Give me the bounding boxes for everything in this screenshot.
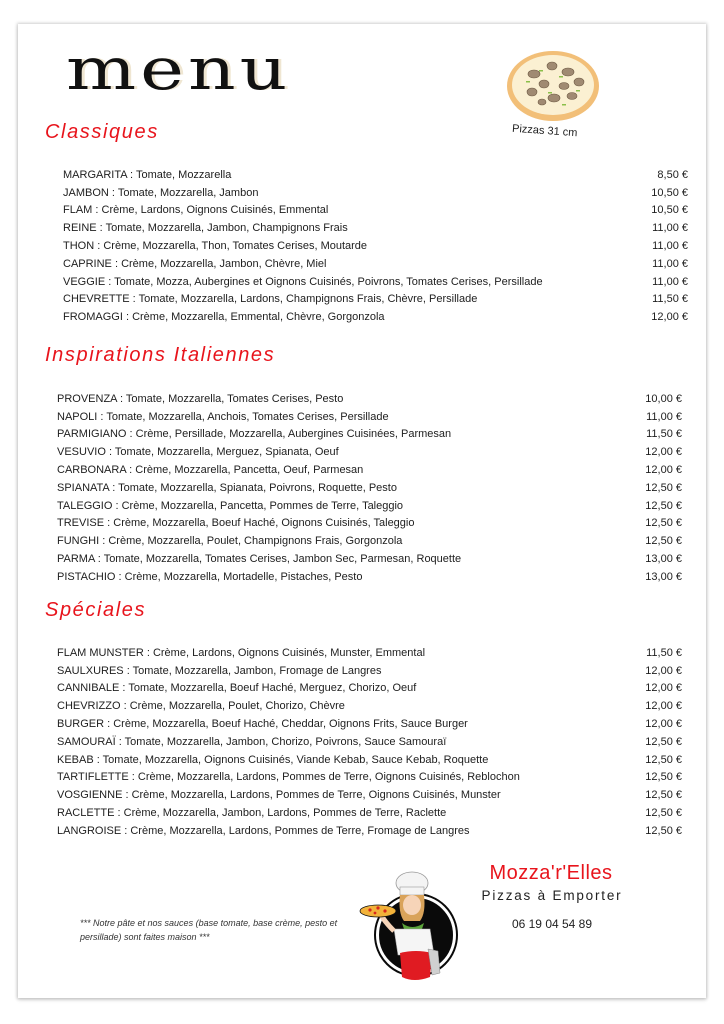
menu-item-price: 12,50 € [645,535,682,548]
menu-item-description [57,718,468,730]
menu-item-description [63,240,367,252]
menu-item-price: 12,00 € [645,664,682,677]
menu-item-ingredients: Tomate, Mozzarella, Anchois, Tomates Cerises, Persillade [106,410,389,423]
menu-item-name: CHEVRETTE [63,293,130,306]
menu-item-ingredients: Tomate, Mozza, Aubergines et Oignons Cuisinés, Poivrons, Tomates Cerises, Persillade [114,275,543,288]
menu-item-name: PARMA [57,553,95,566]
menu-item-separator: : [122,789,132,802]
menu-item-description [57,789,501,801]
menu-item [63,291,688,309]
menu-item-separator: : [123,664,133,677]
menu-item [57,786,682,804]
menu-item [63,166,688,184]
menu-item-name: BURGER [57,718,105,731]
menu-item [63,255,688,273]
menu-item-ingredients: Crème, Mozzarella, Pancetta, Oeuf, Parmesan [135,464,364,477]
menu-item-ingredients: Crème, Mozzarella, Pancetta, Pommes de Terre, Taleggio [121,499,404,512]
menu-item-description [63,293,477,305]
menu-item-name: VOSGIENNE [57,789,123,802]
menu-item-price: 11,50 € [646,428,682,441]
menu-item-separator: : [128,771,138,784]
menu-item-name: NAPOLI [57,410,98,423]
menu-item-name: KEBAB [57,753,94,766]
menu-item-ingredients: Tomate, Mozzarella, Tomates Cerises, Jambon Sec, Parmesan, Roquette [103,553,462,566]
menu-item-separator: : [92,204,102,217]
menu-item-name: REINE [63,222,97,235]
menu-item-description [63,311,385,323]
menu-item-separator: : [111,257,122,270]
menu-item-name: TARTIFLETTE [57,771,129,784]
menu-item-separator: : [99,535,109,548]
menu-item-name: SAMOURAÏ [57,735,116,748]
menu-item-description [57,482,397,494]
menu-item-price: 12,50 € [645,789,682,802]
menu-item-description [63,276,543,288]
menu-item-ingredients: Tomate, Mozzarella, Merguez, Spianata, Oeuf [114,446,339,459]
menu-item-name: CANNIBALE [57,682,120,695]
menu-item-description [63,222,348,234]
menu-item [57,461,682,479]
section-inspirations-italiennes-list [57,390,682,586]
menu-item-description [63,169,231,181]
menu-item [57,532,682,550]
menu-item-name: VEGGIE [63,275,106,288]
pizza-icon [504,46,602,124]
menu-item-price: 11,00 € [652,257,688,270]
menu-item-price: 12,00 € [645,464,682,477]
menu-item-separator: : [97,410,107,423]
section-classiques-list [63,166,688,326]
menu-item [63,308,688,326]
menu-item [57,390,682,408]
menu-item-separator: : [104,718,114,731]
menu-item [63,219,688,237]
menu-item-separator: : [116,392,126,405]
menu-item-ingredients: Crème, Mozzarella, Lardons, Pommes de Terre, Oignons Cuisinés, Reblochon [137,771,520,784]
menu-item-ingredients: Tomate, Mozzarella [135,168,232,181]
menu-item [57,550,682,568]
menu-item-name: CAPRINE [63,257,112,270]
menu-item-separator: : [126,428,136,441]
menu-item-price: 10,00 € [645,392,682,405]
menu-item-description [57,428,451,440]
menu-item-name: RACLETTE [57,807,115,820]
menu-item-separator: : [112,499,122,512]
menu-item-price: 11,00 € [652,275,688,288]
menu-item-ingredients: Tomate, Mozzarella, Jambon, Champignons Frais [105,222,348,235]
menu-item-separator: : [94,240,104,253]
menu-item-ingredients: Crème, Mozzarella, Mortadelle, Pistaches, Pesto [124,570,363,583]
menu-item-separator: : [96,222,106,235]
section-title-classiques: Classiques [45,121,159,143]
menu-item-separator: : [119,682,129,695]
menu-item-ingredients: Tomate, Mozzarella, Spianata, Poivrons, Roquette, Pesto [118,481,397,494]
menu-item-ingredients: Crème, Mozzarella, Lardons, Pommes de Terre, Fromage de Langres [130,824,470,837]
menu-item-price: 12,50 € [645,753,682,766]
menu-item-price: 12,50 € [645,481,682,494]
menu-item-separator: : [93,753,103,766]
menu-item-ingredients: Crème, Persillade, Mozzarella, Aubergines Cuisinées, Parmesan [135,428,452,441]
menu-item-description [57,411,389,423]
menu-item-description [57,825,469,837]
menu-item-separator: : [105,275,115,288]
menu-item-ingredients: Tomate, Mozzarella, Boeuf Haché, Merguez, Chorizo, Oeuf [128,682,417,695]
menu-item [57,662,682,680]
menu-item-separator: : [104,517,114,530]
menu-item [57,497,682,515]
section-speciales-list [57,644,682,840]
menu-item [57,804,682,822]
menu-item-description [57,571,362,583]
menu-item-description [63,258,326,270]
menu-item-description [57,500,403,512]
menu-item-separator: : [115,735,125,748]
menu-item-description [57,700,345,712]
menu-item-name: SPIANATA [57,481,110,494]
menu-item-name: SAULXURES [57,664,124,677]
menu-item-price: 8,50 € [657,168,688,181]
menu-item [57,426,682,444]
menu-item-ingredients: Tomate, Mozzarella, Jambon, Chorizo, Poivrons, Sauce Samouraï [124,735,447,748]
menu-item-separator: : [115,570,125,583]
phone-number: 06 19 04 54 89 [511,917,593,931]
menu-item [57,408,682,426]
menu-item [57,479,682,497]
menu-item-name: PISTACHIO [57,570,116,583]
menu-item-price: 12,50 € [645,807,682,820]
menu-item-name: MARGARITA [63,168,127,181]
menu-item-separator: : [143,646,153,659]
menu-item-ingredients: Crème, Lardons, Oignons Cuisinés, Munster, Emmental [152,646,426,659]
menu-title: menu [66,35,292,103]
menu-item-separator: : [108,186,118,199]
menu-item [57,697,682,715]
menu-item-name: FLAM MUNSTER [57,646,144,659]
menu-item-price: 12,50 € [645,771,682,784]
menu-item-separator: : [122,311,133,324]
menu-item-ingredients: Crème, Mozzarella, Poulet, Champignons Frais, Gorgonzola [108,535,403,548]
menu-item-ingredients: Crème, Mozzarella, Jambon, Lardons, Pommes de Terre, Raclette [123,807,447,820]
menu-item-name: TREVISE [57,517,105,530]
menu-item-price: 12,50 € [645,824,682,837]
menu-item [57,515,682,533]
menu-item [57,822,682,840]
menu-item [57,443,682,461]
menu-item-price: 12,00 € [645,718,682,731]
menu-item-name: PROVENZA [57,392,117,405]
menu-item-description [57,464,363,476]
menu-item-name: CARBONARA [57,464,127,477]
menu-item-price: 13,00 € [645,570,682,583]
menu-item-price: 11,00 € [646,410,682,423]
menu-item-separator: : [114,807,124,820]
menu-item-description [57,754,488,766]
brand-name: Mozza'r'Elles [489,862,613,884]
menu-item-description [57,517,414,529]
menu-item [63,184,688,202]
menu-item [57,715,682,733]
menu-item-price: 10,50 € [651,186,688,199]
menu-item-name: VESUVIO [57,446,106,459]
menu-item-description [57,647,425,659]
menu-item-description [57,682,416,694]
menu-item-separator: : [126,464,136,477]
menu-page [18,24,706,998]
menu-item-description [63,187,258,199]
menu-item-separator: : [120,700,130,713]
menu-item-description [57,807,446,819]
menu-item-name: PARMIGIANO [57,428,127,441]
menu-item-name: JAMBON [63,186,109,199]
menu-item-description [57,665,381,677]
menu-item-price: 11,00 € [652,240,688,253]
menu-item-ingredients: Tomate, Mozzarella, Jambon, Fromage de Langres [132,664,382,677]
menu-item [63,237,688,255]
menu-item-ingredients: Crème, Mozzarella, Poulet, Chorizo, Chèvre [129,700,345,713]
chef-logo-icon [358,869,458,989]
menu-item-ingredients: Crème, Mozzarella, Emmental, Chèvre, Gorgonzola [132,311,385,324]
menu-item [63,202,688,220]
menu-item-ingredients: Tomate, Mozzarella, Jambon [117,186,259,199]
menu-item [63,273,688,291]
menu-item-name: FROMAGGI [63,311,123,324]
menu-item-ingredients: Crème, Mozzarella, Boeuf Haché, Oignons Cuisinés, Taleggio [113,517,415,530]
menu-item-ingredients: Tomate, Mozzarella, Lardons, Champignons Frais, Chèvre, Persillade [138,293,478,306]
menu-item-name: FUNGHI [57,535,100,548]
menu-item [57,769,682,787]
menu-item-price: 12,00 € [645,682,682,695]
pizza-size-caption: Pizzas 31 cm [511,122,578,140]
menu-item-price: 12,50 € [645,517,682,530]
menu-item [57,644,682,662]
menu-item-name: TALEGGIO [57,499,113,512]
section-title-inspirations-italiennes: Inspirations Italiennes [45,344,276,366]
brand-tagline: Pizzas à Emporter [481,888,623,903]
menu-item-price: 12,50 € [645,735,682,748]
menu-item-description [63,204,328,216]
menu-item-name: FLAM [63,204,93,217]
menu-item-price: 12,50 € [645,499,682,512]
section-title-speciales: Spéciales [45,599,147,621]
menu-item-price: 12,00 € [651,311,688,324]
menu-item-separator: : [105,446,115,459]
menu-item-ingredients: Tomate, Mozzarella, Tomates Cerises, Pesto [125,392,344,405]
menu-item-price: 11,00 € [652,222,688,235]
menu-item-price: 12,00 € [645,700,682,713]
menu-item-separator: : [94,553,104,566]
menu-item-name: LANGROISE [57,824,122,837]
menu-item-description [57,393,343,405]
menu-item-separator: : [129,293,139,306]
menu-item [57,733,682,751]
menu-item-separator: : [109,481,119,494]
menu-item-description [57,553,461,565]
menu-item-ingredients: Crème, Lardons, Oignons Cuisinés, Emmental [101,204,329,217]
menu-item-description [57,446,339,458]
menu-item-separator: : [126,168,136,181]
menu-item-ingredients: Crème, Mozzarella, Lardons, Pommes de Terre, Oignons Cuisinés, Munster [131,789,501,802]
homemade-note: *** Notre pâte et nos sauces (base tomate, base crème, pesto et persillade) sont faites maison *** [80,918,338,942]
menu-item-description [57,535,402,547]
menu-item [57,680,682,698]
menu-item-ingredients: Tomate, Mozzarella, Oignons Cuisinés, Viande Kebab, Sauce Kebab, Roquette [102,753,489,766]
menu-item-name: CHEVRIZZO [57,700,121,713]
menu-item-price: 10,50 € [651,204,688,217]
menu-item-ingredients: Crème, Mozzarella, Thon, Tomates Cerises, Moutarde [103,240,368,253]
menu-item [57,751,682,769]
menu-item-ingredients: Crème, Mozzarella, Jambon, Chèvre, Miel [121,257,327,270]
menu-item-description [57,736,446,748]
menu-item [57,568,682,586]
menu-item-separator: : [121,824,131,837]
menu-item-ingredients: Crème, Mozzarella, Boeuf Haché, Cheddar, Oignons Frits, Sauce Burger [113,718,468,731]
menu-item-price: 11,50 € [652,293,688,306]
menu-item-price: 13,00 € [645,553,682,566]
menu-item-price: 11,50 € [646,646,682,659]
menu-item-price: 12,00 € [645,446,682,459]
menu-item-name: THON [63,240,95,253]
menu-item-description [57,771,520,783]
